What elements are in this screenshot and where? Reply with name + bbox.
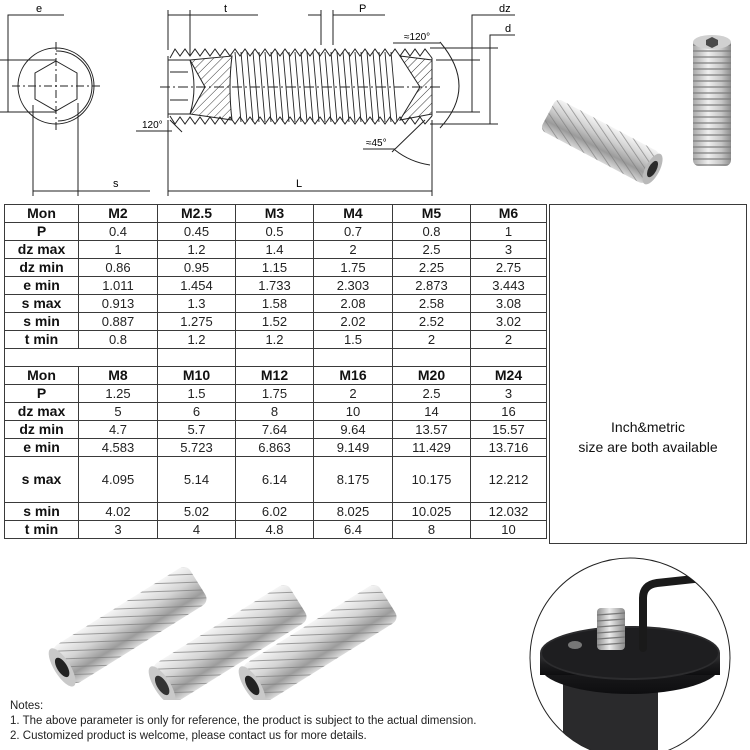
table-cell: 3 (471, 385, 547, 403)
table-cell: 2 (471, 331, 547, 349)
table-row (5, 259, 547, 277)
spacer-cell (5, 349, 79, 367)
header-cell: M10 (158, 367, 236, 385)
table-cell: 1.275 (158, 313, 236, 331)
table-cell: 1 (79, 241, 158, 259)
header-cell: M5 (393, 205, 471, 223)
table-cell: 1.3 (158, 295, 236, 313)
table-header-row (5, 367, 547, 385)
row-label: P (5, 223, 79, 241)
table-row (5, 503, 547, 521)
table-cell: 5.14 (158, 457, 236, 503)
table-cell: 1.2 (236, 331, 314, 349)
spacer-cell (314, 349, 393, 367)
note-item-1: 1. The above parameter is only for reference, the product is subject to the actual dimension. (10, 715, 477, 727)
table-cell: 2.02 (314, 313, 393, 331)
header-cell: Mon (5, 205, 79, 223)
availability-text (550, 417, 746, 457)
table-row (5, 223, 547, 241)
row-label: s max (5, 295, 79, 313)
spec-table (4, 204, 547, 539)
table-row (5, 385, 547, 403)
notes-section (10, 699, 476, 744)
row-label: dz min (5, 421, 79, 439)
table-cell: 2.5 (393, 241, 471, 259)
table-cell: 2.25 (393, 259, 471, 277)
table-cell: 10 (471, 521, 547, 539)
table-row (5, 421, 547, 439)
table-cell: 3.443 (471, 277, 547, 295)
table-row (5, 241, 547, 259)
table-cell: 11.429 (393, 439, 471, 457)
header-cell: M16 (314, 367, 393, 385)
row-label: s min (5, 313, 79, 331)
table-cell: 6.14 (236, 457, 314, 503)
table-row (5, 439, 547, 457)
spacer-cell (236, 349, 314, 367)
table-cell: 0.86 (79, 259, 158, 277)
table-cell: 2.08 (314, 295, 393, 313)
end-view-drawing (0, 15, 150, 196)
table-cell: 8 (236, 403, 314, 421)
table-cell: 0.95 (158, 259, 236, 277)
availability-line-2: size are both available (578, 439, 718, 455)
table-cell: 3.02 (471, 313, 547, 331)
table-cell: 15.57 (471, 421, 547, 439)
table-cell: 13.716 (471, 439, 547, 457)
table-cell: 2 (314, 241, 393, 259)
table-cell: 9.64 (314, 421, 393, 439)
row-label: t min (5, 331, 79, 349)
table-cell: 1.733 (236, 277, 314, 295)
table-cell: 2.75 (471, 259, 547, 277)
spacer-cell (158, 349, 236, 367)
label-d: d (505, 23, 512, 35)
spacer-cell (79, 349, 158, 367)
table-cell: 2.5 (393, 385, 471, 403)
table-row (5, 521, 547, 539)
table-cell: 5 (79, 403, 158, 421)
table-cell: 10.175 (393, 457, 471, 503)
table-cell: 10.025 (393, 503, 471, 521)
row-label: dz max (5, 241, 79, 259)
table-spacer-row (5, 349, 547, 367)
table-cell: 1.5 (158, 385, 236, 403)
table-cell: 0.7 (314, 223, 393, 241)
header-cell: M4 (314, 205, 393, 223)
table-cell: 1.011 (79, 277, 158, 295)
table-cell: 8.175 (314, 457, 393, 503)
table-cell: 2.303 (314, 277, 393, 295)
table-cell: 1.75 (314, 259, 393, 277)
label-p: P (359, 3, 367, 15)
table-cell: 1 (471, 223, 547, 241)
table-cell: 0.4 (79, 223, 158, 241)
row-label: s min (5, 503, 79, 521)
table-cell: 1.4 (236, 241, 314, 259)
spacer-cell (471, 349, 547, 367)
table-cell: 1.75 (236, 385, 314, 403)
label-dz: dz (499, 3, 511, 15)
table-cell: 1.5 (314, 331, 393, 349)
availability-line-1: Inch&metric (611, 419, 685, 435)
table-cell: 2.873 (393, 277, 471, 295)
table-cell: 6 (158, 403, 236, 421)
table-cell: 1.25 (79, 385, 158, 403)
product-photo-application (515, 553, 750, 750)
table-cell: 12.212 (471, 457, 547, 503)
label-angle-chamfer: ≈45° (366, 138, 387, 149)
label-angle-socket: 120° (142, 120, 163, 131)
table-row (5, 403, 547, 421)
table-cell: 0.5 (236, 223, 314, 241)
table-cell: 8 (393, 521, 471, 539)
row-label: t min (5, 521, 79, 539)
table-cell: 0.45 (158, 223, 236, 241)
label-l: L (296, 178, 303, 190)
table-cell: 4 (158, 521, 236, 539)
table-row (5, 277, 547, 295)
table-cell: 2.52 (393, 313, 471, 331)
table-cell: 3 (471, 241, 547, 259)
table-cell: 9.149 (314, 439, 393, 457)
header-cell: M2 (79, 205, 158, 223)
label-t: t (224, 3, 228, 15)
table-cell: 7.64 (236, 421, 314, 439)
table-cell: 0.8 (393, 223, 471, 241)
table-cell: 1.454 (158, 277, 236, 295)
row-label: dz max (5, 403, 79, 421)
header-cell: M8 (79, 367, 158, 385)
header-cell: M20 (393, 367, 471, 385)
availability-box (549, 204, 747, 544)
label-s: s (113, 178, 119, 190)
table-cell: 2 (314, 385, 393, 403)
table-row (5, 313, 547, 331)
row-label: s max (5, 457, 79, 503)
table-cell: 14 (393, 403, 471, 421)
header-cell: M2.5 (158, 205, 236, 223)
table-cell: 8.025 (314, 503, 393, 521)
table-cell: 2.58 (393, 295, 471, 313)
table-header-row (5, 205, 547, 223)
note-item-2: 2. Customized product is welcome, please contact us for more details. (10, 730, 367, 742)
table-cell: 5.723 (158, 439, 236, 457)
row-label: e min (5, 439, 79, 457)
table-cell: 3.08 (471, 295, 547, 313)
product-photo-three-screws (40, 555, 420, 700)
table-cell: 0.8 (79, 331, 158, 349)
table-cell: 6.863 (236, 439, 314, 457)
table-cell: 6.4 (314, 521, 393, 539)
technical-drawing (0, 0, 520, 200)
table-cell: 1.2 (158, 331, 236, 349)
table-cell: 12.032 (471, 503, 547, 521)
row-label: dz min (5, 259, 79, 277)
row-label: e min (5, 277, 79, 295)
table-cell: 4.02 (79, 503, 158, 521)
table-cell: 4.7 (79, 421, 158, 439)
notes-title: Notes: (10, 700, 44, 712)
table-cell: 2 (393, 331, 471, 349)
table-cell: 5.02 (158, 503, 236, 521)
table-cell: 0.887 (79, 313, 158, 331)
header-cell: M12 (236, 367, 314, 385)
table-row (5, 457, 547, 503)
product-photo-two-screws (530, 30, 750, 200)
table-cell: 1.15 (236, 259, 314, 277)
table-cell: 13.57 (393, 421, 471, 439)
table-cell: 16 (471, 403, 547, 421)
table-cell: 0.913 (79, 295, 158, 313)
table-cell: 6.02 (236, 503, 314, 521)
header-cell: M24 (471, 367, 547, 385)
header-cell: M6 (471, 205, 547, 223)
table-cell: 10 (314, 403, 393, 421)
table-cell: 1.52 (236, 313, 314, 331)
header-cell: M3 (236, 205, 314, 223)
spacer-cell (393, 349, 471, 367)
header-cell: Mon (5, 367, 79, 385)
table-cell: 1.2 (158, 241, 236, 259)
table-row (5, 295, 547, 313)
label-e: e (36, 3, 43, 15)
label-angle-tip: ≈120° (404, 32, 431, 43)
table-row (5, 331, 547, 349)
table-cell: 4.8 (236, 521, 314, 539)
row-label: P (5, 385, 79, 403)
table-cell: 3 (79, 521, 158, 539)
table-cell: 4.583 (79, 439, 158, 457)
table-cell: 5.7 (158, 421, 236, 439)
table-cell: 1.58 (236, 295, 314, 313)
table-cell: 4.095 (79, 457, 158, 503)
side-view-drawing (136, 10, 515, 196)
